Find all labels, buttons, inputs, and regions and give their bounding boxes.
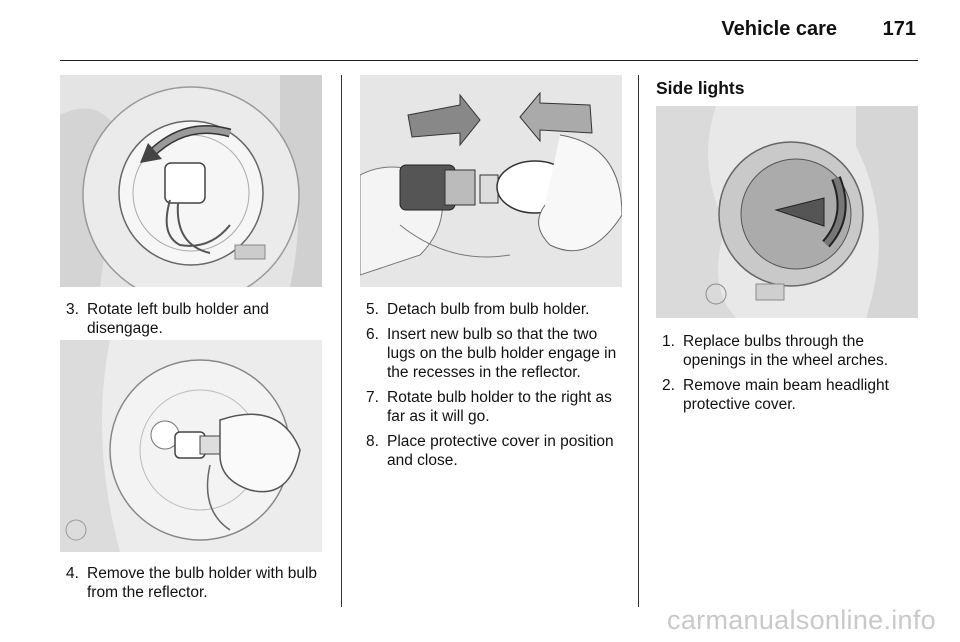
column-divider-1 (341, 75, 342, 607)
step-text: Remove main beam headlight protective cover. (683, 377, 889, 413)
watermark: carmanualsonline.info (667, 605, 936, 635)
step-number: 8. (366, 433, 379, 450)
list-item (66, 564, 328, 602)
column-divider-2 (638, 75, 639, 607)
list-item (662, 332, 924, 370)
illustration-detach-bulb (360, 75, 622, 287)
steps-list-c (366, 300, 628, 476)
step-text: Detach bulb from bulb holder. (387, 301, 590, 318)
section-heading: Side lights (656, 78, 745, 98)
steps-list-a (66, 300, 328, 344)
step-number: 6. (366, 326, 379, 343)
step-number: 3. (66, 301, 79, 318)
step-number: 4. (66, 565, 79, 582)
list-item (66, 300, 328, 338)
step-number: 1. (662, 333, 675, 350)
step-text: Place protective cover in position and close. (387, 433, 614, 469)
list-item (366, 300, 628, 319)
steps-list-d (662, 332, 924, 420)
step-text: Replace bulbs through the openings in the wheel arches. (683, 333, 889, 369)
list-item (366, 432, 628, 470)
illustration-remove-bulb-holder (60, 340, 322, 552)
page-number: 171 (882, 18, 916, 40)
page-header (721, 18, 916, 41)
list-item (366, 388, 628, 426)
list-item (366, 325, 628, 382)
header-rule (60, 60, 918, 61)
illustration-side-light-cover (656, 106, 918, 318)
step-number: 2. (662, 377, 675, 394)
step-text: Rotate bulb holder to the right as far as it will go. (387, 389, 612, 425)
section-title: Vehicle care (721, 18, 838, 40)
step-text: Insert new bulb so that the two lugs on the bulb holder engage in the recesses in the reflector. (387, 326, 617, 381)
step-number: 7. (366, 389, 379, 406)
step-number: 5. (366, 301, 379, 318)
list-item (662, 376, 924, 414)
step-text: Rotate left bulb holder and disengage. (87, 301, 269, 337)
step-text: Remove the bulb holder with bulb from the reflector. (87, 565, 318, 601)
steps-list-b (66, 564, 328, 608)
illustration-rotate-bulb-holder (60, 75, 322, 287)
